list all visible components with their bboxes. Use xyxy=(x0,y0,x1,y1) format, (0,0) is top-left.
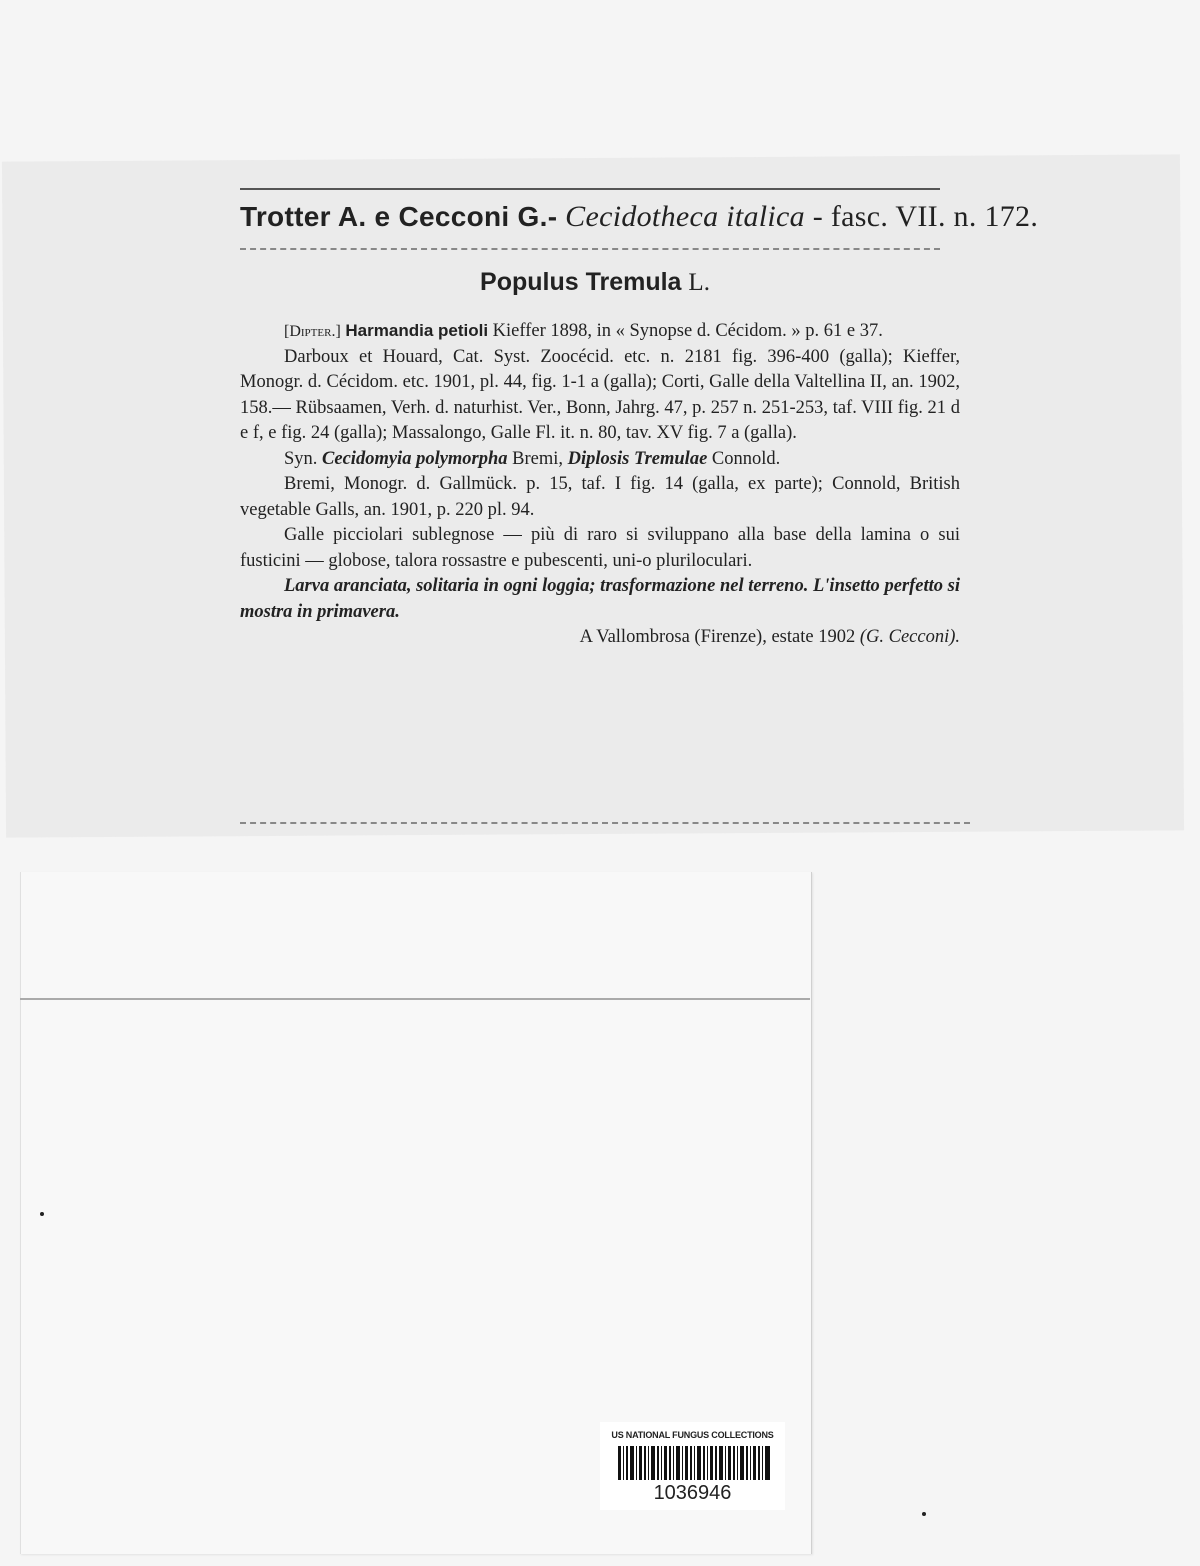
synonym-2: Diplosis Tremulae xyxy=(567,448,708,469)
paragraph-literature: Darboux et Houard, Cat. Syst. Zoocécid. etc. n. 2181 fig. 396-400 (galla); Kieffer, Monogr. d. Cécidom. etc. 1901, pl. 44, fig. 1-1 a (galla); Corti, Galle della Valtellina II, an. 1902, 158.— Rübsaamen, Verh. d. naturhist. Ver., Bonn, Jahrg. 47, p. 257 n. 251-253, taf. VIII fig. 21 d e f, e fig. 24 (galla); Massalongo, Galle Fl. it. n. 80, tav. XV fig. 7 a (galla). xyxy=(240,346,960,443)
paragraph-description: Galle picciolari sublegnose — più di raro si sviluppano alla base della lamina o sui fusticini — globose, talora rossastre e pubescenti, uni-o pluriloculari. xyxy=(240,525,960,571)
paragraph-locality xyxy=(240,625,960,651)
header-authors: Trotter A. e Cecconi G.- xyxy=(240,201,558,232)
collector: (G. Cecconi). xyxy=(859,627,960,647)
order-tag: [Dipter.] xyxy=(284,323,341,340)
barcode-institution: US NATIONAL FUNGUS COLLECTIONS xyxy=(611,1430,774,1440)
syn-prefix: Syn. xyxy=(284,448,318,469)
paragraph-synonym-literature: Bremi, Monogr. d. Gallmück. p. 15, taf. I fig. 14 (galla, ex parte); Connold, British vegetable Galls, an. 1901, p. 220 pl. 94. xyxy=(240,474,960,520)
gall-taxon: Harmandia petioli xyxy=(345,321,489,340)
paragraph-synonyms xyxy=(240,447,960,473)
species-title xyxy=(240,268,950,297)
species-name: Populus Tremula xyxy=(480,268,682,296)
paragraph-host-gall xyxy=(240,318,960,345)
speck xyxy=(922,1512,926,1516)
packet-flap-edge xyxy=(20,998,810,1006)
header-fascicle: - fasc. VII. n. 172. xyxy=(812,200,1039,233)
locality: A Vallombrosa (Firenze), estate 1902 xyxy=(579,627,856,647)
catalog-number: 1036946 xyxy=(653,1482,732,1504)
label-body xyxy=(240,318,960,651)
barcode-label xyxy=(600,1422,785,1510)
label-header xyxy=(240,200,1039,234)
header-series: Cecidotheca italica xyxy=(565,200,805,233)
synonym-1: Cecidomyia polymorpha xyxy=(322,448,508,469)
synonym-2-author: Connold. xyxy=(711,448,781,469)
speck xyxy=(40,1212,44,1216)
label-top-rule xyxy=(240,188,940,190)
paragraph-larva: Larva aranciata, solitaria in ogni loggia; trasformazione nel terreno. L'insetto perfetto si mostra in primavera. xyxy=(240,576,960,622)
label-bottom-rule xyxy=(240,822,970,824)
synonym-1-author: Bremi, xyxy=(512,448,564,469)
label-header-rule xyxy=(240,248,940,250)
species-author: L. xyxy=(688,269,710,296)
taxon-reference: Kieffer 1898, in « Synopse d. Cécidom. » p. 61 e 37. xyxy=(492,321,883,341)
barcode-icon xyxy=(618,1446,770,1480)
